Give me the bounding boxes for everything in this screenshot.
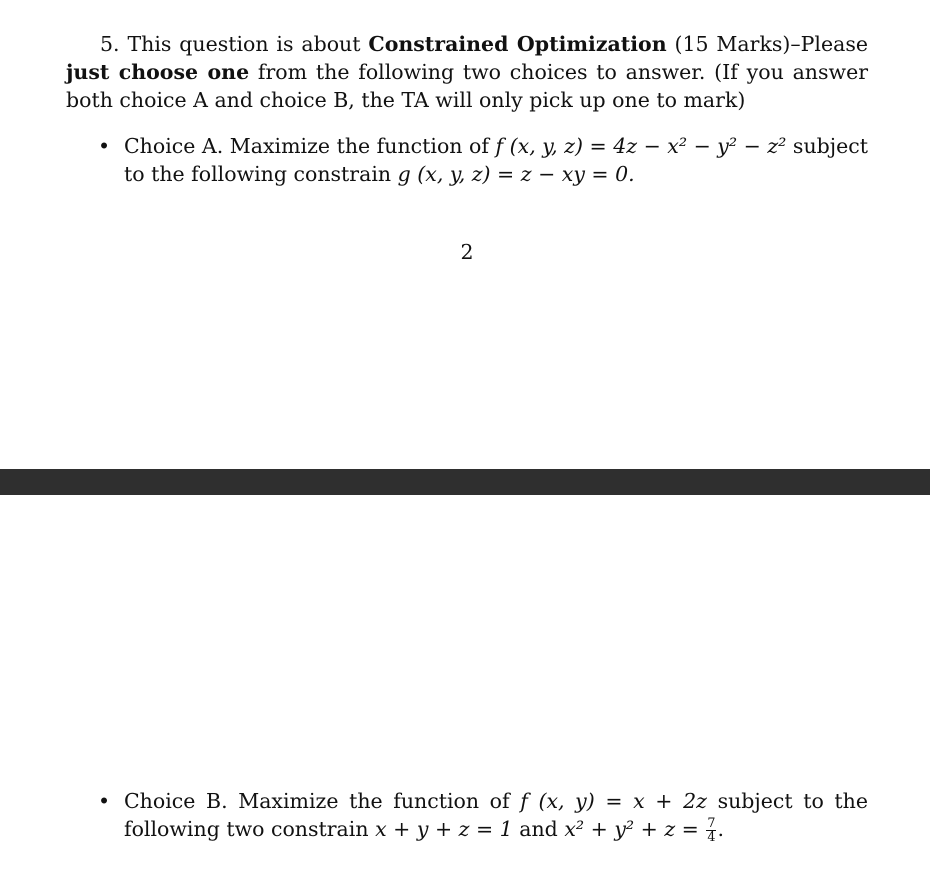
page-number: 2: [460, 240, 474, 264]
bullet-icon: •: [98, 134, 111, 158]
fraction-denominator: 4: [707, 829, 716, 844]
choice-a-middle: subject to the following constrain: [124, 134, 868, 186]
question-rest: from the following two choices to answer. (If you answer both choice A and choice B, the TA will only pick up one to mark): [66, 60, 868, 112]
choice-a: [98, 132, 868, 188]
choice-b-middle: subject to the following two constrain: [124, 789, 868, 841]
page-separator: [0, 469, 930, 495]
choice-b-intro: Choice B. Maximize the function of: [124, 789, 510, 813]
choice-b-constraint-2: [564, 815, 724, 844]
choice-b-end: .: [717, 817, 724, 841]
question-marks: (15 Marks)–Please: [674, 32, 868, 56]
bullet-icon: •: [98, 789, 111, 813]
choice-a-function: f (x, y, z) = 4z − x² − y² − z²: [495, 134, 787, 158]
question-text: [66, 30, 868, 114]
question-emphasis: just choose one: [66, 60, 250, 84]
choice-a-constraint: g (x, y, z) = z − xy = 0.: [397, 162, 635, 186]
choice-b: [98, 787, 868, 844]
question-number: 5.: [100, 32, 120, 56]
page-bottom: [0, 495, 930, 878]
choice-b-constraint-1: x + y + z = 1: [375, 817, 513, 841]
question-topic: Constrained Optimization: [368, 32, 667, 56]
fraction-numerator: 7: [707, 815, 716, 831]
choice-b-function: f (x, y) = x + 2z: [520, 789, 707, 813]
choice-a-intro: Choice A. Maximize the function of: [124, 134, 489, 158]
choice-b-connector: and: [519, 817, 558, 841]
choice-b-constraint-2-lhs: x² + y² + z =: [564, 817, 699, 841]
question-lead: This question is about: [127, 32, 361, 56]
fraction: [706, 817, 716, 843]
